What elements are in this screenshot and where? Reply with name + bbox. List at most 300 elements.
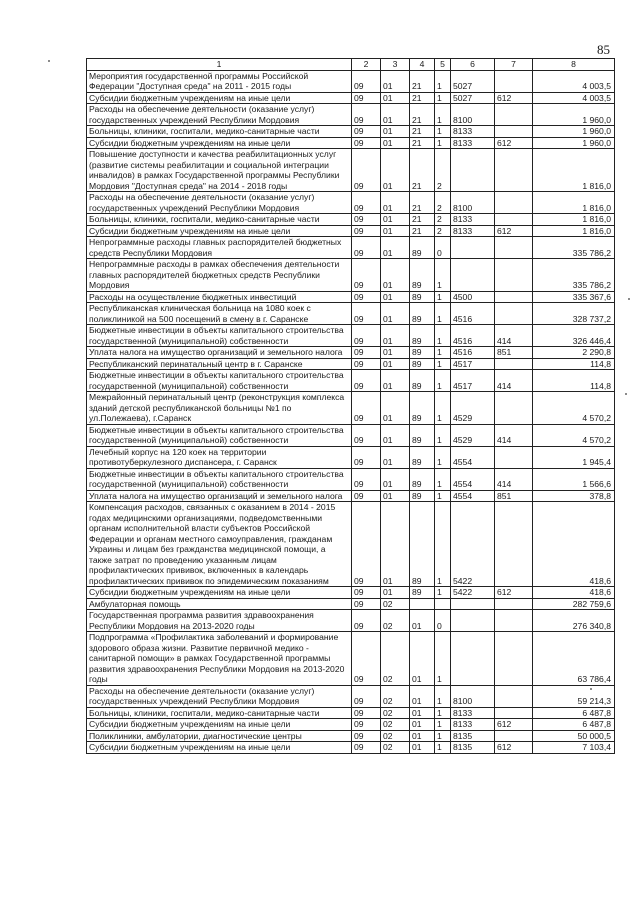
- row-code-program: 89: [410, 468, 435, 490]
- row-code-subprogram: 1: [435, 685, 451, 707]
- row-code-target: 4554: [451, 490, 495, 502]
- header-cell: 1: [87, 59, 352, 71]
- row-code-program: 21: [410, 92, 435, 104]
- row-code-section: 09: [352, 742, 381, 754]
- table-row: [87, 587, 615, 599]
- row-description: Субсидии бюджетным учреждениям на иные цели: [87, 137, 352, 149]
- row-code-subsection: 02: [381, 598, 410, 610]
- row-code-subprogram: 1: [435, 137, 451, 149]
- row-amount: 1 960,0: [533, 137, 615, 149]
- row-description: Бюджетные инвестиции в объекты капитального строительства государственной (муниципальной) собственности: [87, 370, 352, 392]
- row-description: Больницы, клиники, госпитали, медико-санитарные части: [87, 214, 352, 226]
- table-row: [87, 70, 615, 92]
- row-code-expense-type: [495, 70, 533, 92]
- row-code-subsection: 01: [381, 137, 410, 149]
- row-code-program: 01: [410, 632, 435, 686]
- row-code-subsection: 01: [381, 370, 410, 392]
- row-code-subsection: 02: [381, 632, 410, 686]
- row-code-program: 01: [410, 707, 435, 719]
- table-row: [87, 370, 615, 392]
- row-code-section: 09: [352, 303, 381, 325]
- row-code-target: 8135: [451, 742, 495, 754]
- row-code-program: 21: [410, 214, 435, 226]
- header-cell: 3: [381, 59, 410, 71]
- row-code-subprogram: 2: [435, 214, 451, 226]
- row-code-subprogram: 1: [435, 424, 451, 446]
- row-code-subprogram: 1: [435, 358, 451, 370]
- row-code-expense-type: 612: [495, 719, 533, 731]
- table-row: [87, 192, 615, 214]
- row-description: Расходы на обеспечение деятельности (оказание услуг) государственных учреждений Республики Мордовия: [87, 192, 352, 214]
- row-code-section: 09: [352, 137, 381, 149]
- page-number: 85: [597, 42, 610, 57]
- row-code-subprogram: 1: [435, 707, 451, 719]
- row-code-subprogram: 1: [435, 70, 451, 92]
- row-code-program: 89: [410, 490, 435, 502]
- row-code-target: 4516: [451, 303, 495, 325]
- row-code-section: 09: [352, 291, 381, 303]
- row-description: Субсидии бюджетным учреждениям на иные цели: [87, 742, 352, 754]
- row-code-section: 09: [352, 370, 381, 392]
- row-code-section: 09: [352, 632, 381, 686]
- row-code-subprogram: 1: [435, 502, 451, 587]
- row-code-target: [451, 149, 495, 192]
- row-code-section: 09: [352, 259, 381, 292]
- row-code-subsection: 01: [381, 104, 410, 126]
- row-code-target: 4517: [451, 358, 495, 370]
- row-amount: 326 446,4: [533, 325, 615, 347]
- table-row: [87, 325, 615, 347]
- row-amount: 6 487,8: [533, 719, 615, 731]
- row-code-subprogram: 1: [435, 742, 451, 754]
- row-code-program: 01: [410, 685, 435, 707]
- row-description: Субсидии бюджетным учреждениям на иные цели: [87, 225, 352, 237]
- row-code-expense-type: [495, 237, 533, 259]
- header-cell: 4: [410, 59, 435, 71]
- row-code-program: 89: [410, 259, 435, 292]
- row-code-section: 09: [352, 392, 381, 425]
- row-amount: 59 214,3: [533, 685, 615, 707]
- row-code-program: 89: [410, 347, 435, 359]
- table-row: [87, 742, 615, 754]
- row-code-target: 4529: [451, 392, 495, 425]
- row-description: Подпрограмма «Профилактика заболеваний и формирование здорового образа жизни. Развитие первичной медико - санитарной помощи» в рамках Государственной программы развития здравоохранения Республики Мордовия на 2013-2020 годы: [87, 632, 352, 686]
- row-code-target: 8133: [451, 707, 495, 719]
- row-description: Мероприятия государственной программы Российской Федерации "Доступная среда" на 2011 - 2015 годы: [87, 70, 352, 92]
- row-code-expense-type: 612: [495, 92, 533, 104]
- row-code-expense-type: [495, 149, 533, 192]
- row-code-program: 21: [410, 192, 435, 214]
- row-code-section: 09: [352, 730, 381, 742]
- row-code-expense-type: [495, 358, 533, 370]
- row-code-program: 89: [410, 424, 435, 446]
- row-code-expense-type: [495, 610, 533, 632]
- row-amount: 114,8: [533, 370, 615, 392]
- row-amount: 335 786,2: [533, 237, 615, 259]
- row-code-target: [451, 632, 495, 686]
- row-code-subprogram: 2: [435, 192, 451, 214]
- row-code-program: 89: [410, 392, 435, 425]
- row-code-subprogram: 2: [435, 149, 451, 192]
- row-code-subprogram: 1: [435, 92, 451, 104]
- row-description: Расходы на обеспечение деятельности (оказание услуг) государственных учреждений Республики Мордовия: [87, 104, 352, 126]
- row-amount: 1 566,6: [533, 468, 615, 490]
- row-code-target: [451, 610, 495, 632]
- table-row: [87, 137, 615, 149]
- row-description: Расходы на осуществление бюджетных инвестиций: [87, 291, 352, 303]
- row-code-subprogram: [435, 598, 451, 610]
- row-code-subsection: 01: [381, 303, 410, 325]
- row-code-subsection: 01: [381, 149, 410, 192]
- row-code-expense-type: 612: [495, 742, 533, 754]
- row-code-section: 09: [352, 70, 381, 92]
- row-code-target: 4516: [451, 325, 495, 347]
- row-code-subsection: 02: [381, 685, 410, 707]
- row-code-section: 09: [352, 149, 381, 192]
- row-code-target: 5027: [451, 92, 495, 104]
- row-code-target: 8133: [451, 126, 495, 138]
- row-code-expense-type: [495, 730, 533, 742]
- row-code-target: [451, 237, 495, 259]
- row-code-section: 09: [352, 214, 381, 226]
- row-code-target: 4529: [451, 424, 495, 446]
- header-cell: 8: [533, 59, 615, 71]
- row-code-subprogram: 1: [435, 303, 451, 325]
- row-description: Больницы, клиники, госпитали, медико-санитарные части: [87, 707, 352, 719]
- table-row: [87, 685, 615, 707]
- row-code-expense-type: 414: [495, 325, 533, 347]
- table-row: [87, 502, 615, 587]
- row-code-expense-type: [495, 598, 533, 610]
- row-code-expense-type: [495, 126, 533, 138]
- row-amount: 1 960,0: [533, 104, 615, 126]
- table-row: [87, 259, 615, 292]
- row-code-subsection: 02: [381, 730, 410, 742]
- row-amount: 282 759,6: [533, 598, 615, 610]
- row-code-subsection: 02: [381, 610, 410, 632]
- row-amount: 1 960,0: [533, 126, 615, 138]
- row-amount: 418,6: [533, 587, 615, 599]
- row-code-program: 89: [410, 291, 435, 303]
- table-row: [87, 347, 615, 359]
- row-code-subprogram: 1: [435, 392, 451, 425]
- row-description: Компенсация расходов, связанных с оказанием в 2014 - 2015 годах медицинскими организациями, подведомственными органам исполнительной власти субъектов Российской Федерации и органам местного самоуправления, гражданам Украины и лицам без гражданства медицинской помощи, а также затрат по проведению указанным лицам профилактических прививок, включенных в календарь профилактических прививок по эпидемическим показаниям: [87, 502, 352, 587]
- row-code-subprogram: 1: [435, 632, 451, 686]
- row-code-target: 4554: [451, 468, 495, 490]
- row-code-target: 8133: [451, 719, 495, 731]
- row-code-section: 09: [352, 707, 381, 719]
- row-code-section: 09: [352, 192, 381, 214]
- header-cell: 6: [451, 59, 495, 71]
- row-code-program: 21: [410, 70, 435, 92]
- row-code-section: 09: [352, 424, 381, 446]
- row-description: Расходы на обеспечение деятельности (оказание услуг) государственных учреждений Республики Мордовия: [87, 685, 352, 707]
- row-code-expense-type: [495, 685, 533, 707]
- row-description: Субсидии бюджетным учреждениям на иные цели: [87, 587, 352, 599]
- row-description: Уплата налога на имущество организаций и земельного налога: [87, 347, 352, 359]
- table-row: [87, 468, 615, 490]
- row-code-section: 09: [352, 325, 381, 347]
- row-description: Бюджетные инвестиции в объекты капитального строительства государственной (муниципальной) собственности: [87, 424, 352, 446]
- row-code-program: 89: [410, 325, 435, 347]
- row-code-target: 8133: [451, 137, 495, 149]
- row-description: Больницы, клиники, госпитали, медико-санитарные части: [87, 126, 352, 138]
- budget-table: [86, 58, 615, 754]
- row-code-target: 5422: [451, 502, 495, 587]
- row-code-target: 8100: [451, 104, 495, 126]
- row-code-section: 09: [352, 598, 381, 610]
- row-code-target: 8133: [451, 214, 495, 226]
- row-code-section: 09: [352, 502, 381, 587]
- row-amount: 50 000,5: [533, 730, 615, 742]
- table-row: [87, 303, 615, 325]
- row-code-target: 4516: [451, 347, 495, 359]
- row-code-expense-type: [495, 392, 533, 425]
- table-row: [87, 730, 615, 742]
- row-amount: 335 786,2: [533, 259, 615, 292]
- row-code-program: 89: [410, 502, 435, 587]
- scan-speck: [628, 298, 630, 300]
- row-description: Лечебный корпус на 120 коек на территории противотуберкулезного диспансера, г. Саранск: [87, 446, 352, 468]
- row-code-program: 21: [410, 104, 435, 126]
- table-row: [87, 225, 615, 237]
- row-amount: 4 570,2: [533, 392, 615, 425]
- header-cell: 7: [495, 59, 533, 71]
- row-code-subsection: 01: [381, 468, 410, 490]
- row-description: Бюджетные инвестиции в объекты капитального строительства государственной (муниципальной) собственности: [87, 468, 352, 490]
- row-description: Поликлиники, амбулатории, диагностические центры: [87, 730, 352, 742]
- row-amount: 63 786,4: [533, 632, 615, 686]
- row-code-section: 09: [352, 347, 381, 359]
- row-code-section: 09: [352, 587, 381, 599]
- row-code-target: 4554: [451, 446, 495, 468]
- row-amount: 4 570,2: [533, 424, 615, 446]
- row-description: Непрограммные расходы главных распорядителей бюджетных средств Республики Мордовия: [87, 237, 352, 259]
- row-description: Непрограммные расходы в рамках обеспечения деятельности главных распорядителей бюджетных средств Республики Мордовия: [87, 259, 352, 292]
- table-row: [87, 598, 615, 610]
- row-code-target: 8100: [451, 192, 495, 214]
- row-amount: 7 103,4: [533, 742, 615, 754]
- row-code-subprogram: 0: [435, 610, 451, 632]
- header-row: [87, 59, 615, 71]
- row-code-program: 21: [410, 126, 435, 138]
- row-code-subsection: 02: [381, 707, 410, 719]
- row-description: Республиканский перинатальный центр в г. Саранске: [87, 358, 352, 370]
- row-code-subprogram: 1: [435, 490, 451, 502]
- row-code-target: [451, 259, 495, 292]
- row-code-subprogram: 1: [435, 468, 451, 490]
- scan-speck: [48, 60, 50, 62]
- row-code-subsection: 01: [381, 214, 410, 226]
- table-row: [87, 149, 615, 192]
- row-code-subsection: 01: [381, 424, 410, 446]
- row-code-subsection: 01: [381, 291, 410, 303]
- row-code-section: 09: [352, 104, 381, 126]
- row-code-expense-type: [495, 192, 533, 214]
- row-code-subprogram: 1: [435, 291, 451, 303]
- row-code-program: 01: [410, 730, 435, 742]
- row-code-expense-type: [495, 214, 533, 226]
- row-code-section: 09: [352, 446, 381, 468]
- row-code-subsection: 01: [381, 70, 410, 92]
- row-description: Государственная программа развития здравоохранения Республики Мордовия на 2013-2020 годы: [87, 610, 352, 632]
- table-row: [87, 126, 615, 138]
- row-code-expense-type: 414: [495, 370, 533, 392]
- row-code-expense-type: [495, 259, 533, 292]
- row-code-section: 09: [352, 126, 381, 138]
- row-amount: 276 340,8: [533, 610, 615, 632]
- row-code-expense-type: 612: [495, 225, 533, 237]
- row-code-expense-type: 612: [495, 137, 533, 149]
- row-amount: 4 003,5: [533, 92, 615, 104]
- row-description: Республиканская клиническая больница на 1080 коек с поликлиникой на 500 посещений в смену в г. Саранске: [87, 303, 352, 325]
- row-amount: 1 816,0: [533, 225, 615, 237]
- row-code-target: 5422: [451, 587, 495, 599]
- scan-speck: [590, 688, 592, 690]
- row-description: Повышение доступности и качества реабилитационных услуг (развитие системы реабилитации и социальной интеграции инвалидов) в рамках Государственной программы Республики Мордовия "Доступная среда" на 2014 - 2018 годы: [87, 149, 352, 192]
- row-code-subprogram: 1: [435, 719, 451, 731]
- row-code-subsection: 01: [381, 347, 410, 359]
- row-code-subsection: 01: [381, 587, 410, 599]
- table-row: [87, 92, 615, 104]
- row-code-section: 09: [352, 358, 381, 370]
- row-code-section: 09: [352, 719, 381, 731]
- row-code-expense-type: [495, 446, 533, 468]
- row-amount: 418,6: [533, 502, 615, 587]
- row-code-section: 09: [352, 610, 381, 632]
- row-code-subprogram: 1: [435, 325, 451, 347]
- row-amount: 328 737,2: [533, 303, 615, 325]
- row-code-program: 89: [410, 587, 435, 599]
- table-row: [87, 291, 615, 303]
- table-row: [87, 632, 615, 686]
- row-code-target: 8135: [451, 730, 495, 742]
- row-code-subsection: 01: [381, 192, 410, 214]
- table-row: [87, 610, 615, 632]
- row-code-subprogram: 2: [435, 225, 451, 237]
- row-code-target: 5027: [451, 70, 495, 92]
- row-code-section: 09: [352, 237, 381, 259]
- row-description: Межрайонный перинатальный центр (реконструкция комплекса зданий детской республиканской больницы №1 по ул.Полежаева), г.Саранск: [87, 392, 352, 425]
- row-code-program: 89: [410, 358, 435, 370]
- table-row: [87, 392, 615, 425]
- row-code-program: 89: [410, 446, 435, 468]
- table-row: [87, 490, 615, 502]
- row-code-target: 8133: [451, 225, 495, 237]
- row-code-subsection: 01: [381, 490, 410, 502]
- table-row: [87, 424, 615, 446]
- row-code-subprogram: 1: [435, 347, 451, 359]
- row-code-target: [451, 598, 495, 610]
- row-amount: 335 367,6: [533, 291, 615, 303]
- row-code-subsection: 01: [381, 126, 410, 138]
- table-row: [87, 358, 615, 370]
- row-code-subprogram: 1: [435, 104, 451, 126]
- row-code-expense-type: 851: [495, 347, 533, 359]
- row-code-program: 01: [410, 719, 435, 731]
- row-description: Амбулаторная помощь: [87, 598, 352, 610]
- row-code-section: 09: [352, 225, 381, 237]
- table-row: [87, 237, 615, 259]
- row-code-subprogram: 1: [435, 259, 451, 292]
- row-code-program: 89: [410, 237, 435, 259]
- table-row: [87, 707, 615, 719]
- row-code-subsection: 01: [381, 92, 410, 104]
- row-description: Бюджетные инвестиции в объекты капитального строительства государственной (муниципальной) собственности: [87, 325, 352, 347]
- row-code-program: 21: [410, 225, 435, 237]
- row-code-subsection: 02: [381, 742, 410, 754]
- row-amount: 114,8: [533, 358, 615, 370]
- row-amount: 2 290,8: [533, 347, 615, 359]
- table-row: [87, 104, 615, 126]
- row-code-expense-type: [495, 632, 533, 686]
- scan-speck: [625, 393, 627, 395]
- row-code-subprogram: 1: [435, 126, 451, 138]
- row-code-expense-type: [495, 291, 533, 303]
- row-code-expense-type: [495, 707, 533, 719]
- row-code-subsection: 01: [381, 225, 410, 237]
- row-amount: 1 945,4: [533, 446, 615, 468]
- row-description: Уплата налога на имущество организаций и земельного налога: [87, 490, 352, 502]
- row-code-program: 21: [410, 149, 435, 192]
- row-code-expense-type: 612: [495, 587, 533, 599]
- row-code-subsection: 01: [381, 259, 410, 292]
- header-cell: 2: [352, 59, 381, 71]
- row-amount: 1 816,0: [533, 192, 615, 214]
- row-code-subsection: 01: [381, 502, 410, 587]
- row-code-subsection: 01: [381, 358, 410, 370]
- row-code-section: 09: [352, 92, 381, 104]
- row-code-section: 09: [352, 468, 381, 490]
- row-code-program: 89: [410, 370, 435, 392]
- row-code-program: 89: [410, 303, 435, 325]
- row-code-expense-type: [495, 303, 533, 325]
- row-amount: 378,8: [533, 490, 615, 502]
- row-description: Субсидии бюджетным учреждениям на иные цели: [87, 719, 352, 731]
- row-code-subprogram: 1: [435, 370, 451, 392]
- row-code-expense-type: [495, 104, 533, 126]
- row-code-expense-type: [495, 502, 533, 587]
- row-amount: 1 816,0: [533, 214, 615, 226]
- row-code-section: 09: [352, 685, 381, 707]
- row-code-program: 21: [410, 137, 435, 149]
- row-code-subsection: 01: [381, 237, 410, 259]
- row-code-subprogram: 1: [435, 587, 451, 599]
- row-code-target: 8100: [451, 685, 495, 707]
- row-code-program: 01: [410, 610, 435, 632]
- row-amount: 6 487,8: [533, 707, 615, 719]
- row-code-subprogram: 1: [435, 446, 451, 468]
- row-description: Субсидии бюджетным учреждениям на иные цели: [87, 92, 352, 104]
- row-code-target: 4500: [451, 291, 495, 303]
- table-row: [87, 214, 615, 226]
- row-code-subsection: 02: [381, 719, 410, 731]
- header-cell: 5: [435, 59, 451, 71]
- row-code-target: 4517: [451, 370, 495, 392]
- row-code-program: [410, 598, 435, 610]
- row-code-subprogram: 1: [435, 730, 451, 742]
- row-code-subsection: 01: [381, 446, 410, 468]
- row-code-program: 01: [410, 742, 435, 754]
- table-row: [87, 719, 615, 731]
- row-code-expense-type: 414: [495, 468, 533, 490]
- row-code-subprogram: 0: [435, 237, 451, 259]
- row-code-subsection: 01: [381, 325, 410, 347]
- row-amount: 1 816,0: [533, 149, 615, 192]
- row-code-expense-type: 414: [495, 424, 533, 446]
- row-amount: 4 003,5: [533, 70, 615, 92]
- row-code-expense-type: 851: [495, 490, 533, 502]
